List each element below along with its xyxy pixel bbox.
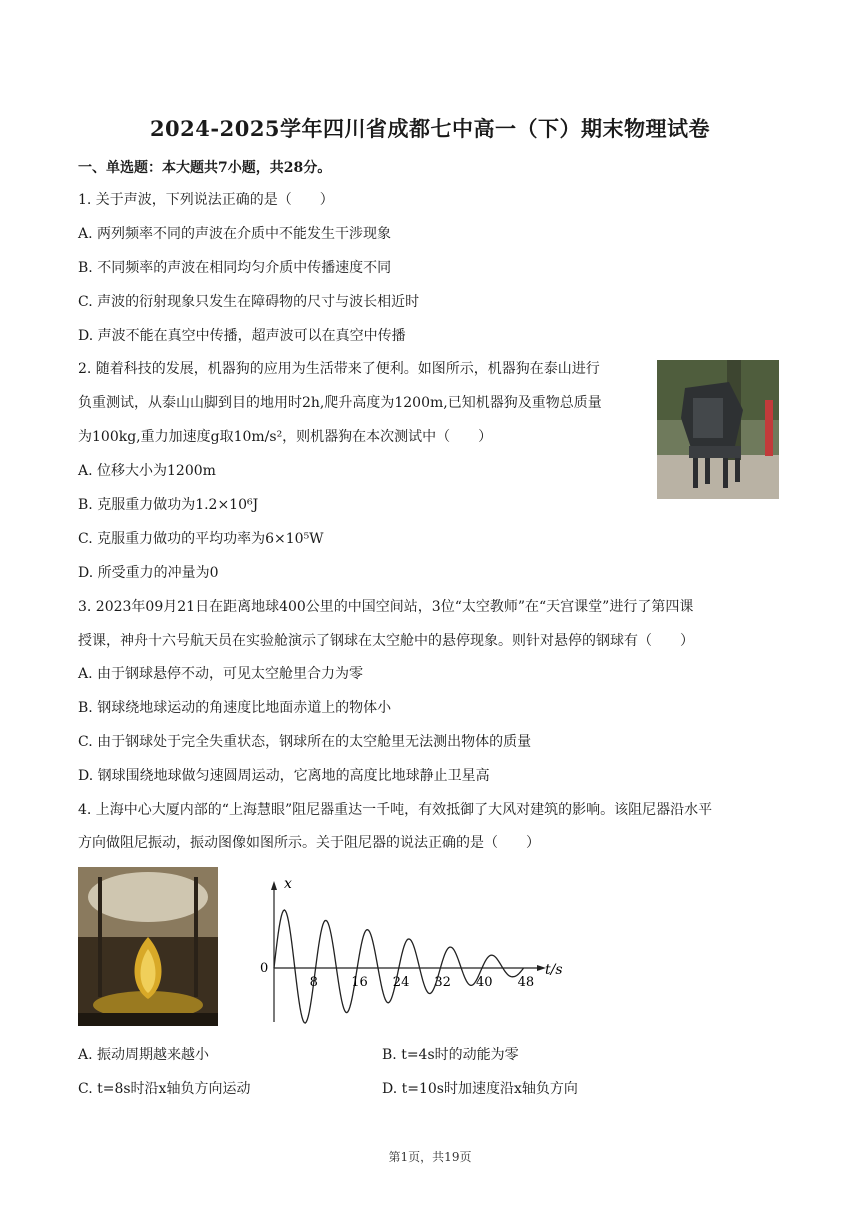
page-title: 2024-2025学年四川省成都七中高一（下）期末物理试卷 [149, 116, 711, 141]
q3-option-d: D. 钢球围绕地球做匀速圆周运动，它离地的高度比地球静止卫星高 [78, 768, 490, 784]
oscillation-chart [255, 872, 575, 1032]
q2-option-a: A. 位移大小为1200m [78, 463, 216, 479]
x-axis-label: t/s [545, 962, 563, 978]
q2-option-d: D. 所受重力的冲量为0 [78, 565, 219, 581]
q2-option-b: B. 克服重力做功为1.2×10⁶J [78, 497, 259, 513]
oscillation-curve [274, 910, 524, 1023]
q1-option-d: D. 声波不能在真空中传播，超声波可以在真空中传播 [78, 328, 406, 344]
x-tick-label-8: 8 [309, 975, 318, 990]
q1-stem: 1. 关于声波，下列说法正确的是（ ） [78, 192, 334, 208]
q3-option-a: A. 由于钢球悬停不动，可见太空舱里合力为零 [78, 666, 364, 682]
origin-label: 0 [260, 961, 269, 976]
q2-option-c: C. 克服重力做功的平均功率为6×10⁵W [78, 531, 324, 547]
q3-stem-line2: 授课，神舟十六号航天员在实验舱演示了钢球在太空舱中的悬停现象。则针对悬停的钢球有（ ） [78, 633, 694, 649]
y-axis-label: x [284, 876, 292, 892]
robot-dog-photo [657, 360, 779, 499]
x-tick-label-40: 40 [476, 975, 493, 990]
page-footer: 第1页，共19页 [388, 1150, 472, 1164]
damper-photo [78, 867, 218, 1026]
x-tick-label-24: 24 [392, 975, 410, 990]
x-tick-label-32: 32 [434, 975, 451, 990]
q1-option-c: C. 声波的衍射现象只发生在障碍物的尺寸与波长相近时 [78, 294, 420, 310]
section-heading: 一、单选题：本大题共7小题，共28分。 [78, 160, 332, 176]
q2-stem-line2: 负重测试，从泰山山脚到目的地用时2h,爬升高度为1200m,已知机器狗及重物总质量 [78, 395, 602, 411]
x-tick-label-16: 16 [351, 975, 368, 990]
q4-option-a: A. 振动周期越来越小 [78, 1047, 210, 1063]
q4-option-b: B. t=4s时的动能为零 [382, 1047, 519, 1063]
q4-option-d: D. t=10s时加速度沿x轴负方向 [382, 1081, 578, 1097]
q4-stem-line2: 方向做阻尼振动，振动图像如图所示。关于阻尼器的说法正确的是（ ） [78, 835, 540, 851]
q1-option-b: B. 不同频率的声波在相同均匀介质中传播速度不同 [78, 260, 392, 276]
q4-stem-line1: 4. 上海中心大厦内部的“上海慧眼”阻尼器重达一千吨，有效抵御了大风对建筑的影响。该阻尼器沿水平 [78, 802, 713, 818]
q1-option-a: A. 两列频率不同的声波在介质中不能发生干涉现象 [78, 226, 392, 242]
q3-option-c: C. 由于钢球处于完全失重状态，钢球所在的太空舱里无法测出物体的质量 [78, 734, 532, 750]
y-axis-arrow [271, 881, 277, 890]
q2-stem-line3: 为100kg,重力加速度g取10m/s²，则机器狗在本次测试中（ ） [78, 429, 493, 445]
q3-option-b: B. 钢球绕地球运动的角速度比地面赤道上的物体小 [78, 700, 392, 716]
q3-stem-line1: 3. 2023年09月21日在距离地球400公里的中国空间站，3位“太空教师”在“天宫课堂”进行了第四课 [78, 599, 694, 615]
x-tick-label-48: 48 [517, 975, 535, 990]
q4-option-c: C. t=8s时沿x轴负方向运动 [78, 1081, 251, 1097]
q2-stem-line1: 2. 随着科技的发展，机器狗的应用为生活带来了便利。如图所示，机器狗在泰山进行 [78, 361, 600, 377]
